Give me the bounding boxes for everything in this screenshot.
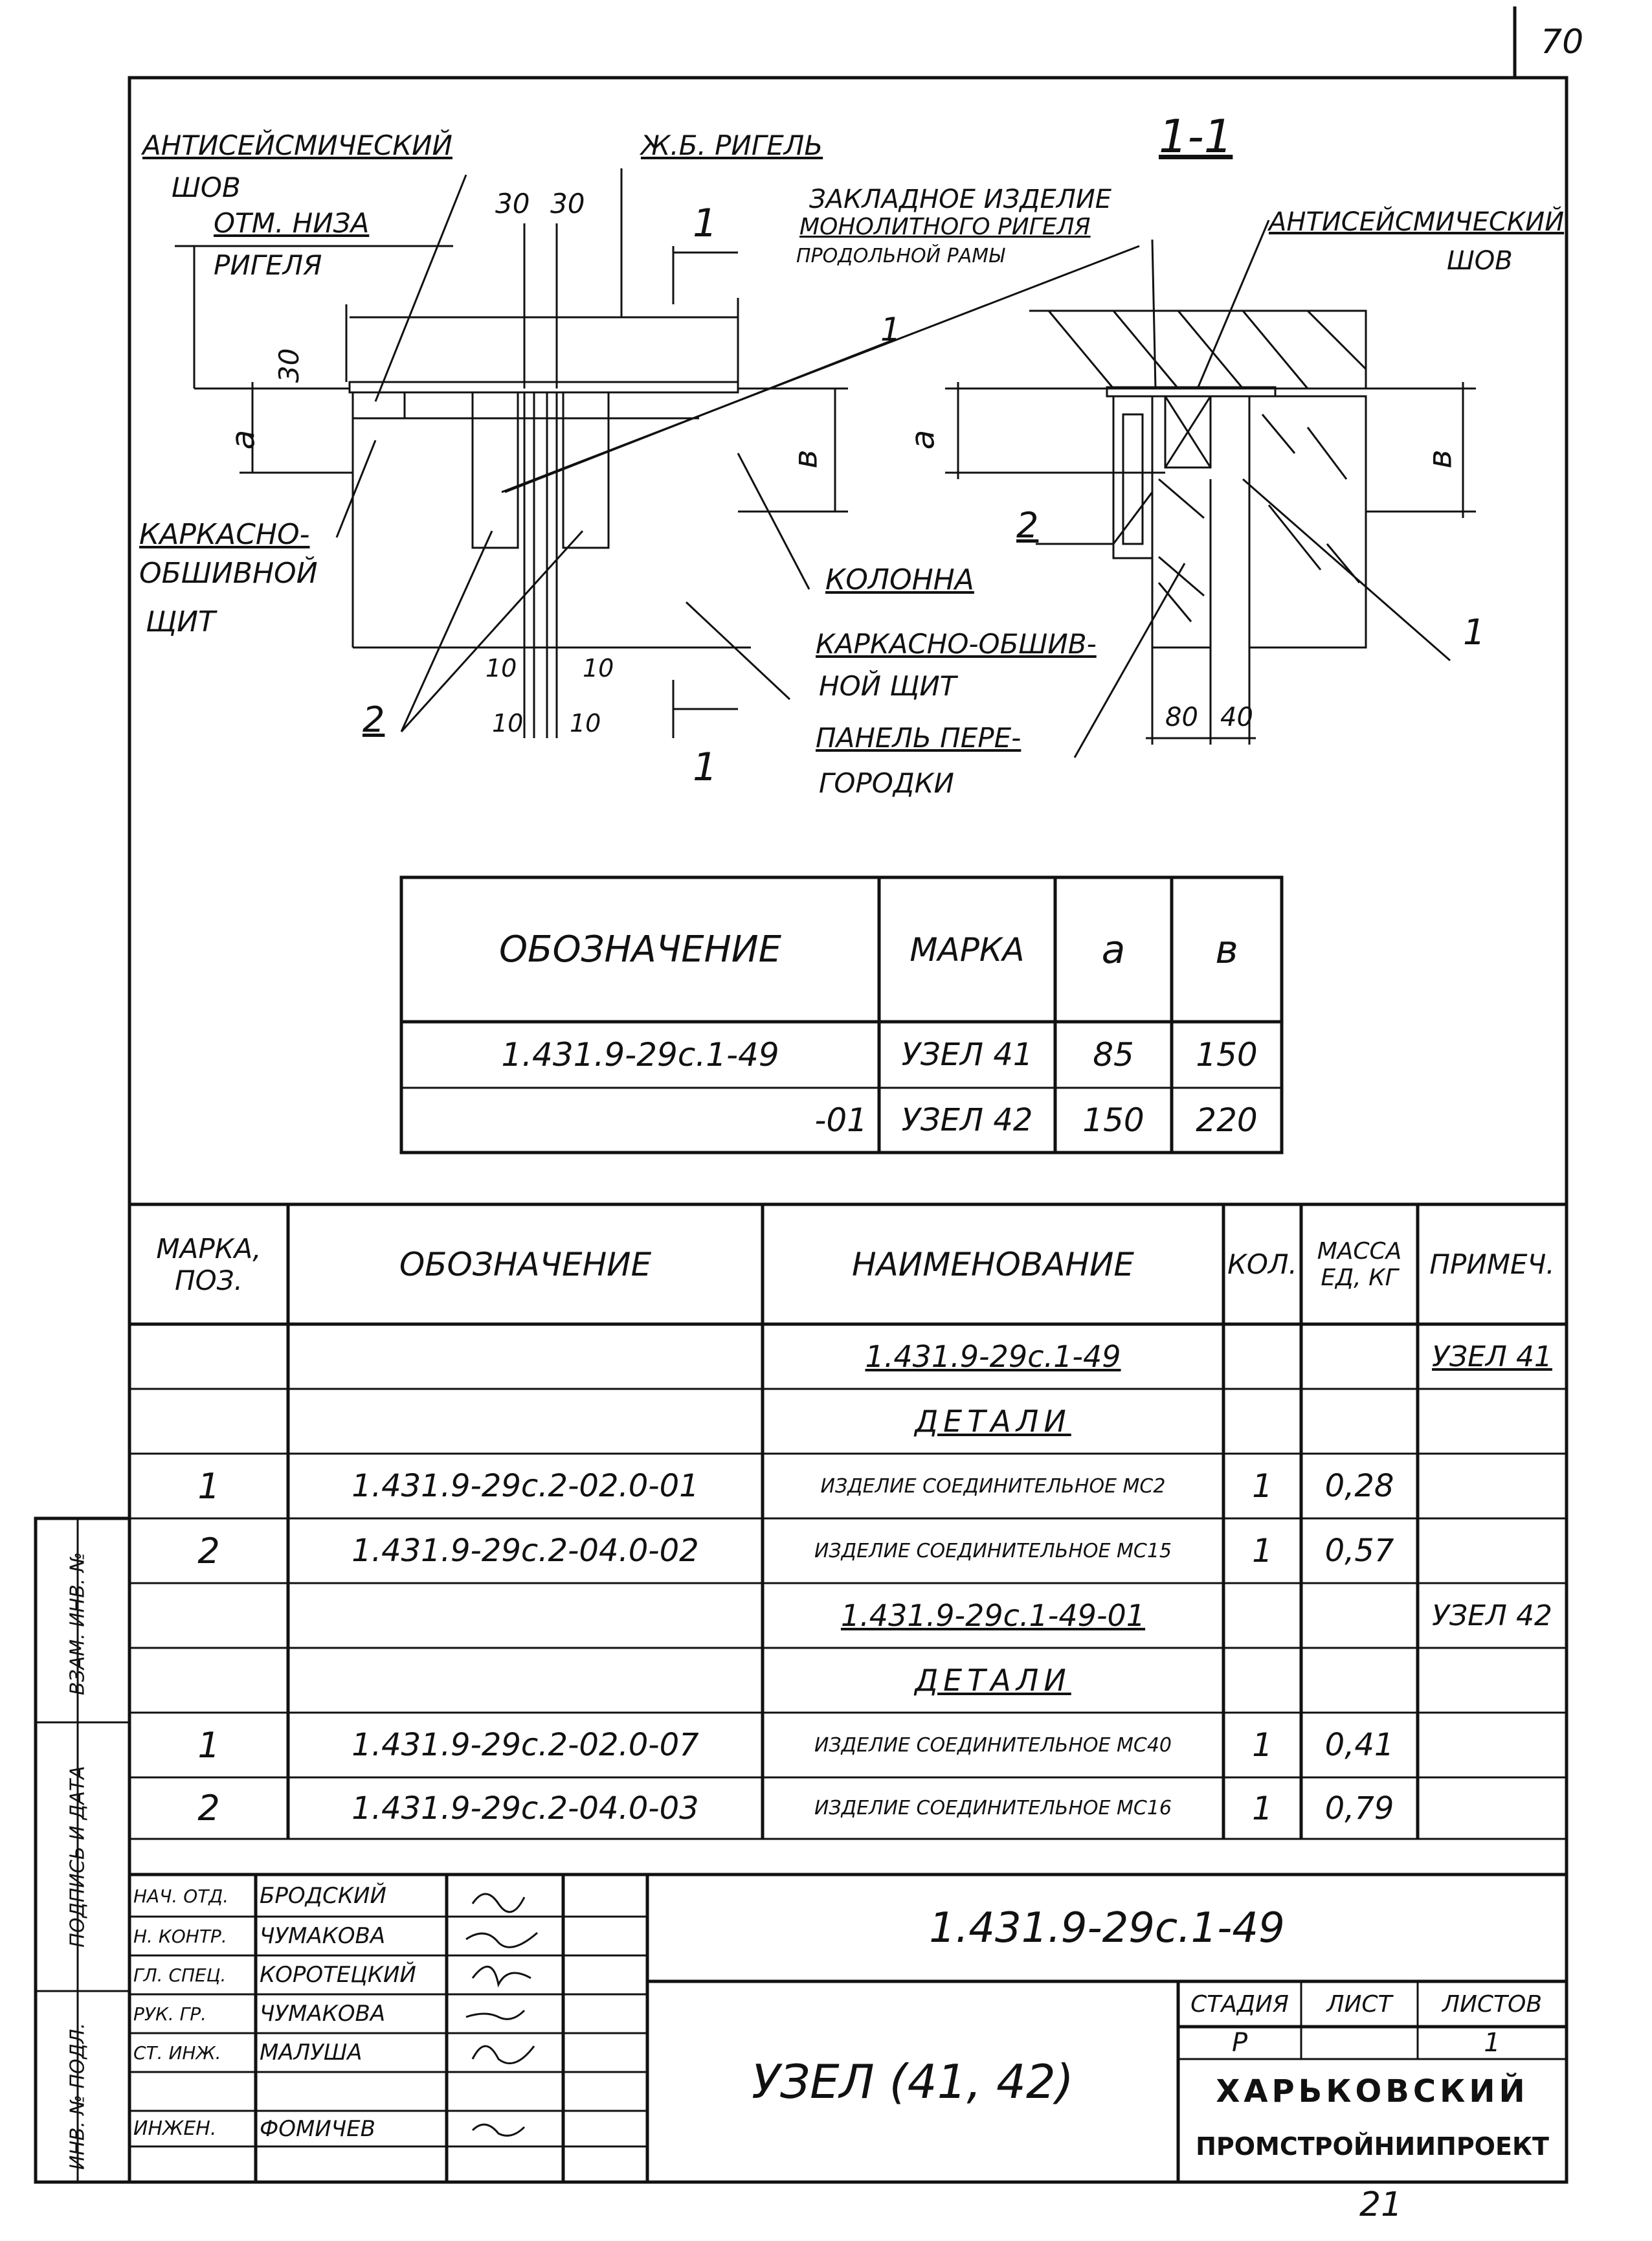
dim-10-c: 10: [492, 709, 524, 738]
side-stamp-replaces-inv: ВЗАМ. ИНВ. №: [66, 1551, 89, 1696]
label-frame-panel-left-2: ОБШИВНОЙ: [139, 557, 318, 590]
dim-10-d: 10: [570, 709, 601, 738]
spec-row8-name: ИЗДЕЛИЕ СОЕДИНИТЕЛЬНОЕ МС16: [814, 1797, 1172, 1819]
spec-row8-pos: 2: [197, 1788, 220, 1829]
params-header-mark: МАРКА: [910, 930, 1025, 969]
spec-row7-pos: 1: [197, 1724, 220, 1766]
sheet-value: [1301, 2027, 1418, 2059]
callout-1-mid: 1: [880, 311, 901, 348]
spec-header-code: ОБОЗНАЧЕНИЕ: [399, 1245, 652, 1283]
doc-name: УЗЕЛ (41, 42): [752, 2055, 1074, 2109]
spec-row5-name: 1.431.9-29с.1-49-01: [840, 1598, 1146, 1633]
staff-name-2: ЧУМАКОВА: [260, 1923, 386, 1949]
spec-row7-name: ИЗДЕЛИЕ СОЕДИНИТЕЛЬНОЕ МС40: [814, 1733, 1172, 1757]
sheets-label: ЛИСТОВ: [1442, 1990, 1543, 2018]
staff-name-1: БРОДСКИЙ: [260, 1883, 386, 1909]
callout-section-bottom: 1: [693, 745, 718, 790]
signatures: [466, 1894, 537, 2135]
dim-a-right: a: [904, 429, 942, 450]
dim-b-left: в: [787, 449, 825, 469]
sheet-label: ЛИСТ: [1326, 1990, 1392, 2018]
params-row2-b: 220: [1196, 1101, 1258, 1139]
params-row2-mark: УЗЕЛ 42: [901, 1102, 1033, 1138]
page-number: 70: [1541, 23, 1584, 62]
spec-header-mass: МАССА ЕД, КГ: [1317, 1237, 1402, 1291]
spec-row7-mass: 0,41: [1324, 1727, 1394, 1763]
staff-name-4: ЧУМАКОВА: [260, 2001, 386, 2027]
side-stamp-inv-orig: ИНВ. № ПОДЛ.: [66, 2022, 89, 2170]
callout-2-right: 2: [1016, 505, 1039, 546]
dim-30-c: 30: [273, 348, 306, 383]
params-row1-mark: УЗЕЛ 41: [901, 1037, 1033, 1073]
spec-row8-code: 1.431.9-29с.2-04.0-03: [352, 1790, 699, 1827]
callout-2-left: 2: [363, 699, 385, 740]
params-header-a: a: [1101, 927, 1126, 973]
callout-section-top: 1: [693, 201, 718, 246]
spec-row8-mass: 0,79: [1324, 1790, 1394, 1827]
dim-40: 40: [1220, 703, 1253, 732]
callout-1-right: 1: [1463, 612, 1486, 653]
dim-80: 80: [1165, 703, 1198, 732]
label-antiseismic-right-2: ШОВ: [1447, 246, 1513, 276]
spec-header-qty: КОЛ.: [1227, 1248, 1297, 1280]
spec-row4-mass: 0,57: [1324, 1533, 1394, 1569]
spec-row3-mass: 0,28: [1324, 1468, 1394, 1504]
params-row1-b: 150: [1196, 1036, 1258, 1074]
label-frame-panel-left-1: КАРКАСНО-: [139, 518, 310, 551]
dim-10-b: 10: [583, 654, 614, 682]
staff-role-2: Н. КОНТР.: [133, 1925, 227, 1947]
params-row2-code: -01: [814, 1101, 867, 1139]
spec-row8-qty: 1: [1252, 1789, 1273, 1827]
label-column: КОЛОННА: [825, 563, 974, 596]
staff-role-7: ИНЖЕН.: [133, 2117, 217, 2140]
spec-row7-qty: 1: [1252, 1726, 1273, 1764]
label-rc-beam: Ж.Б. РИГЕЛЬ: [641, 130, 823, 161]
staff-name-3: КОРОТЕЦКИЙ: [260, 1962, 416, 1988]
right-section-detail: [945, 220, 1476, 758]
label-frame-panel-left-3: ЩИТ: [146, 605, 216, 638]
label-antiseismic-left-1: АНТИСЕЙСМИЧЕСКИЙ: [142, 130, 452, 161]
spec-row3-code: 1.431.9-29с.2-02.0-01: [352, 1468, 699, 1504]
spec-row1-note: УЗЕЛ 41: [1432, 1340, 1552, 1373]
spec-row6-name: ДЕТАЛИ: [915, 1663, 1071, 1698]
spec-header-note: ПРИМЕЧ.: [1429, 1248, 1555, 1280]
label-frame-panel-right-2: НОЙ ЩИТ: [819, 670, 957, 702]
spec-row4-code: 1.431.9-29с.2-04.0-02: [352, 1533, 699, 1569]
label-embedded-2: МОНОЛИТНОГО РИГЕЛЯ: [799, 214, 1091, 240]
spec-row3-pos: 1: [197, 1465, 220, 1507]
spec-row4-qty: 1: [1252, 1532, 1273, 1570]
dim-30-a: 30: [495, 188, 530, 220]
spec-header-pos: МАРКА, ПОЗ.: [156, 1232, 262, 1296]
spec-row7-code: 1.431.9-29с.2-02.0-07: [352, 1727, 699, 1763]
label-antiseismic-right-1: АНТИСЕЙСМИЧЕСКИЙ: [1269, 207, 1565, 237]
staff-name-7: ФОМИЧЕВ: [260, 2115, 375, 2142]
org-name-1: ХАРЬКОВСКИЙ: [1216, 2073, 1529, 2110]
staff-role-4: РУК. ГР.: [133, 2003, 207, 2025]
staff-name-5: МАЛУША: [260, 2040, 363, 2066]
params-header-code: ОБОЗНАЧЕНИЕ: [498, 929, 782, 971]
spec-row5-note: УЗЕЛ 42: [1432, 1599, 1552, 1632]
spec-row4-pos: 2: [197, 1530, 220, 1571]
label-partition-2: ГОРОДКИ: [819, 767, 954, 799]
params-row1-code: 1.431.9-29с.1-49: [501, 1036, 779, 1074]
spec-header-name: НАИМЕНОВАНИЕ: [852, 1245, 1134, 1283]
params-row2-a: 150: [1082, 1101, 1144, 1139]
params-row1-a: 85: [1093, 1036, 1134, 1074]
staff-role-3: ГЛ. СПЕЦ.: [133, 1964, 227, 1986]
dim-10-a: 10: [486, 654, 517, 682]
dim-30-b: 30: [550, 188, 585, 220]
footer-page-number: 21: [1359, 2185, 1403, 2224]
org-name-2: ПРОМСТРОЙНИИПРОЕКТ: [1196, 2132, 1549, 2161]
side-stamp-signature-date: ПОДПИСЬ И ДАТА: [66, 1766, 89, 1948]
label-frame-panel-right-1: КАРКАСНО-ОБШИВ-: [816, 628, 1097, 660]
label-embedded-1: ЗАКЛАДНОЕ ИЗДЕЛИЕ: [809, 185, 1112, 214]
spec-row3-qty: 1: [1252, 1467, 1273, 1505]
staff-role-5: СТ. ИНЖ.: [133, 2042, 221, 2064]
staff-role-1: НАЧ. ОТД.: [133, 1885, 229, 1907]
section-title: 1-1: [1159, 110, 1233, 163]
label-beam-bottom-1: ОТМ. НИЗА: [214, 207, 370, 239]
label-embedded-3: ПРОДОЛЬНОЙ РАМЫ: [796, 245, 1005, 267]
stage-value: Р: [1231, 2028, 1248, 2058]
params-header-b: в: [1215, 927, 1238, 973]
spec-row4-name: ИЗДЕЛИЕ СОЕДИНИТЕЛЬНОЕ МС15: [814, 1539, 1172, 1562]
label-beam-bottom-2: РИГЕЛЯ: [214, 249, 322, 281]
spec-row1-name: 1.431.9-29с.1-49: [865, 1339, 1121, 1374]
dim-b-right: в: [1421, 449, 1459, 469]
dim-a-left: a: [224, 429, 262, 450]
spec-row2-name: ДЕТАЛИ: [915, 1404, 1071, 1439]
doc-code: 1.431.9-29с.1-49: [929, 1904, 1285, 1952]
sheets-value: 1: [1484, 2028, 1501, 2058]
label-partition-1: ПАНЕЛЬ ПЕРЕ-: [816, 722, 1021, 754]
label-antiseismic-left-2: ШОВ: [172, 172, 241, 203]
stage-label: СТАДИЯ: [1190, 1990, 1289, 2018]
spec-row3-name: ИЗДЕЛИЕ СОЕДИНИТЕЛЬНОЕ МС2: [820, 1474, 1166, 1498]
